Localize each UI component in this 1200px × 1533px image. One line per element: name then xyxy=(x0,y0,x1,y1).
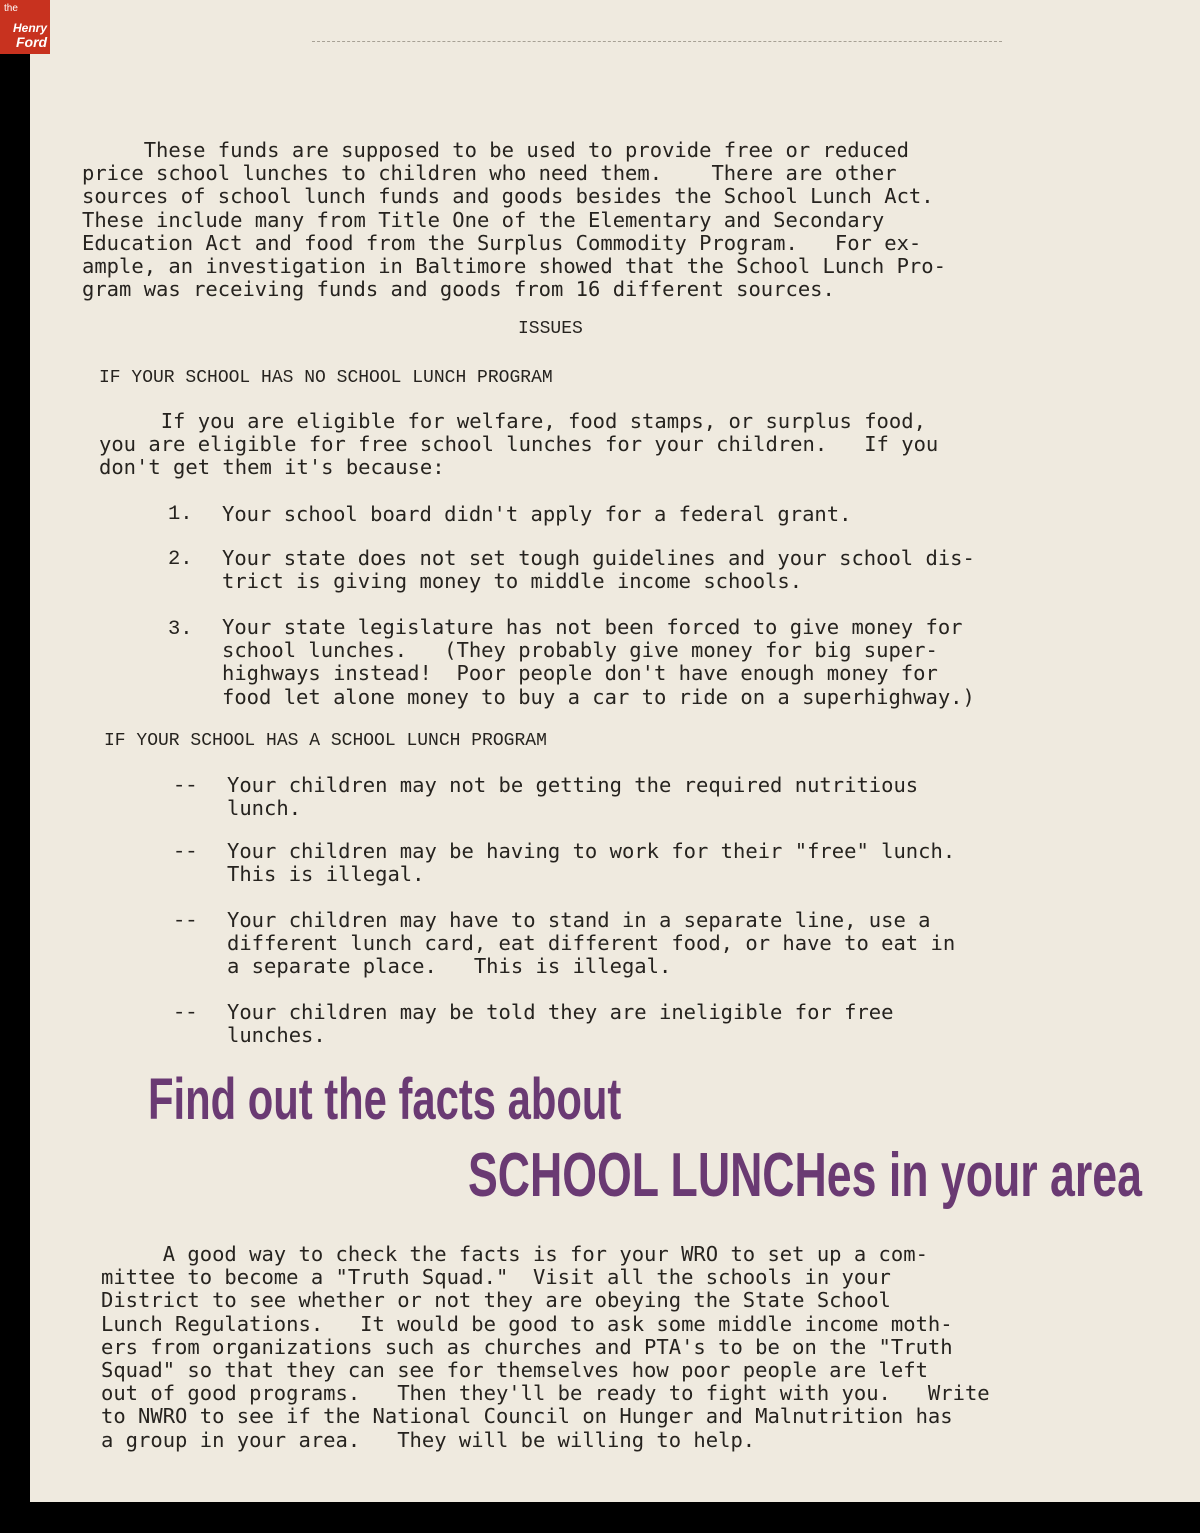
list-item-dash: -- xyxy=(173,910,198,933)
closing-paragraph: A good way to check the facts is for your WRO to set up a com- mittee to become a "Truth Squad." Visit all the schools in your District to see whether or not they are obeying the State School Lunch Regulations. It would be good to ask some middle income moth- ers from organizations such as churches and PTA's to be on the "Truth Squad" so that they can see for themselves how poor people are left out of good programs. Then they'll be ready to fight with you. Write to NWRO to see if the National Council on Hunger and Malnutrition has a group in your area. They will be willing to help. xyxy=(101,1242,990,1452)
has-program-heading: IF YOUR SCHOOL HAS A SCHOOL LUNCH PROGRAM xyxy=(104,731,547,751)
logo-the: the xyxy=(4,3,18,14)
callout-line-2: SCHOOL LUNCHes in your area xyxy=(468,1141,1142,1210)
list-item-text: Your school board didn't apply for a federal grant. xyxy=(222,502,852,526)
logo-ford: Ford xyxy=(16,34,48,50)
list-item-dash: -- xyxy=(173,775,198,798)
list-item-dash: -- xyxy=(173,1002,198,1025)
logo-henry: Henry xyxy=(13,21,48,35)
henry-ford-logo xyxy=(0,0,50,54)
list-item-text: Your children may not be getting the required nutritious lunch. xyxy=(227,773,919,821)
callout-line-1: Find out the facts about xyxy=(148,1067,622,1132)
list-item-text: Your state does not set tough guidelines and your school dis- trict is giving money to middle income schools. xyxy=(222,546,975,594)
no-program-intro: If you are eligible for welfare, food stamps, or surplus food, you are eligible for free school lunches for your children. If you don't get them it's because: xyxy=(99,409,939,480)
issues-heading: ISSUES xyxy=(518,319,583,339)
list-item-text: Your children may be having to work for their "free" lunch. This is illegal. xyxy=(227,839,956,887)
list-item-number: 3. xyxy=(168,618,193,641)
list-item-dash: -- xyxy=(173,841,198,864)
list-item-number: 1. xyxy=(168,503,193,526)
intro-paragraph: These funds are supposed to be used to provide free or reduced price school lunches to children who need them. There are other sources of school lunch funds and goods besides the School Lunch Act. These include many from Title One of the Elementary and Secondary Education Act and food from the Surplus Commodity Program. For ex- ample, an investigation in Baltimore showed that the School Lunch Pro- gram was receiving funds and goods from 16 different sources. xyxy=(82,138,946,302)
list-item-number: 2. xyxy=(168,548,193,571)
top-rule xyxy=(312,41,1002,42)
list-item-text: Your state legislature has not been forced to give money for school lunches. (They probably give money for big super- highways instead! Poor people don't have enough money for food let alone money to buy a car to ride on a superhighway.) xyxy=(222,615,975,709)
list-item-text: Your children may have to stand in a separate line, use a different lunch card, eat different food, or have to eat in a separate place. This is illegal. xyxy=(227,908,956,979)
no-program-heading: IF YOUR SCHOOL HAS NO SCHOOL LUNCH PROGRAM xyxy=(99,368,553,388)
list-item-text: Your children may be told they are ineligible for free lunches. xyxy=(227,1000,894,1048)
